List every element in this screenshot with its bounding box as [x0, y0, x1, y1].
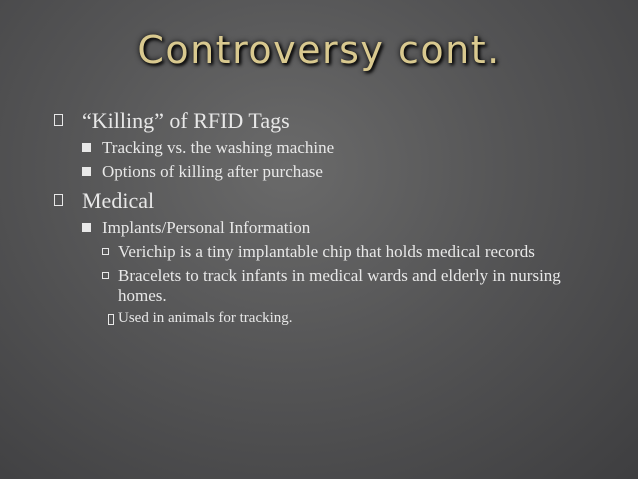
hollow-square-bullet-icon — [102, 248, 109, 255]
bullet-text: Bracelets to track infants in medical wards and elderly in nursing homes. — [118, 266, 561, 306]
small-box-bullet-icon — [108, 314, 114, 325]
bullet-text: Implants/Personal Information — [102, 218, 311, 237]
bullet-l2-options — [52, 162, 612, 182]
bullet-l4-animals — [52, 310, 612, 328]
bullet-l3-bracelets — [52, 266, 612, 306]
bullet-text: “Killing” of RFID Tags — [82, 108, 290, 133]
filled-square-bullet-icon — [82, 143, 91, 152]
bullet-text: Medical — [82, 188, 155, 214]
bullet-text: Used in animals for tracking. — [118, 310, 293, 327]
filled-square-bullet-icon — [82, 167, 91, 176]
title-box — [0, 28, 638, 74]
bullet-text: Tracking vs. the washing machine — [102, 137, 335, 157]
square-bullet-icon — [54, 194, 63, 206]
bullet-l1-medical — [52, 188, 612, 214]
filled-square-bullet-icon — [82, 223, 91, 232]
slide-content — [52, 108, 612, 332]
hollow-square-bullet-icon — [102, 272, 109, 279]
bullet-text: Verichip is a tiny implantable chip that holds medical records — [118, 242, 535, 262]
bullet-l3-verichip — [52, 242, 612, 262]
bullet-l2-tracking — [52, 138, 612, 158]
bullet-l1-rfid-killing — [52, 108, 612, 134]
square-bullet-icon — [54, 114, 63, 126]
slide-title: Controversy cont. — [137, 28, 501, 72]
bullet-l2-implants — [52, 218, 612, 238]
bullet-text: Options of killing after purchase — [102, 162, 323, 181]
